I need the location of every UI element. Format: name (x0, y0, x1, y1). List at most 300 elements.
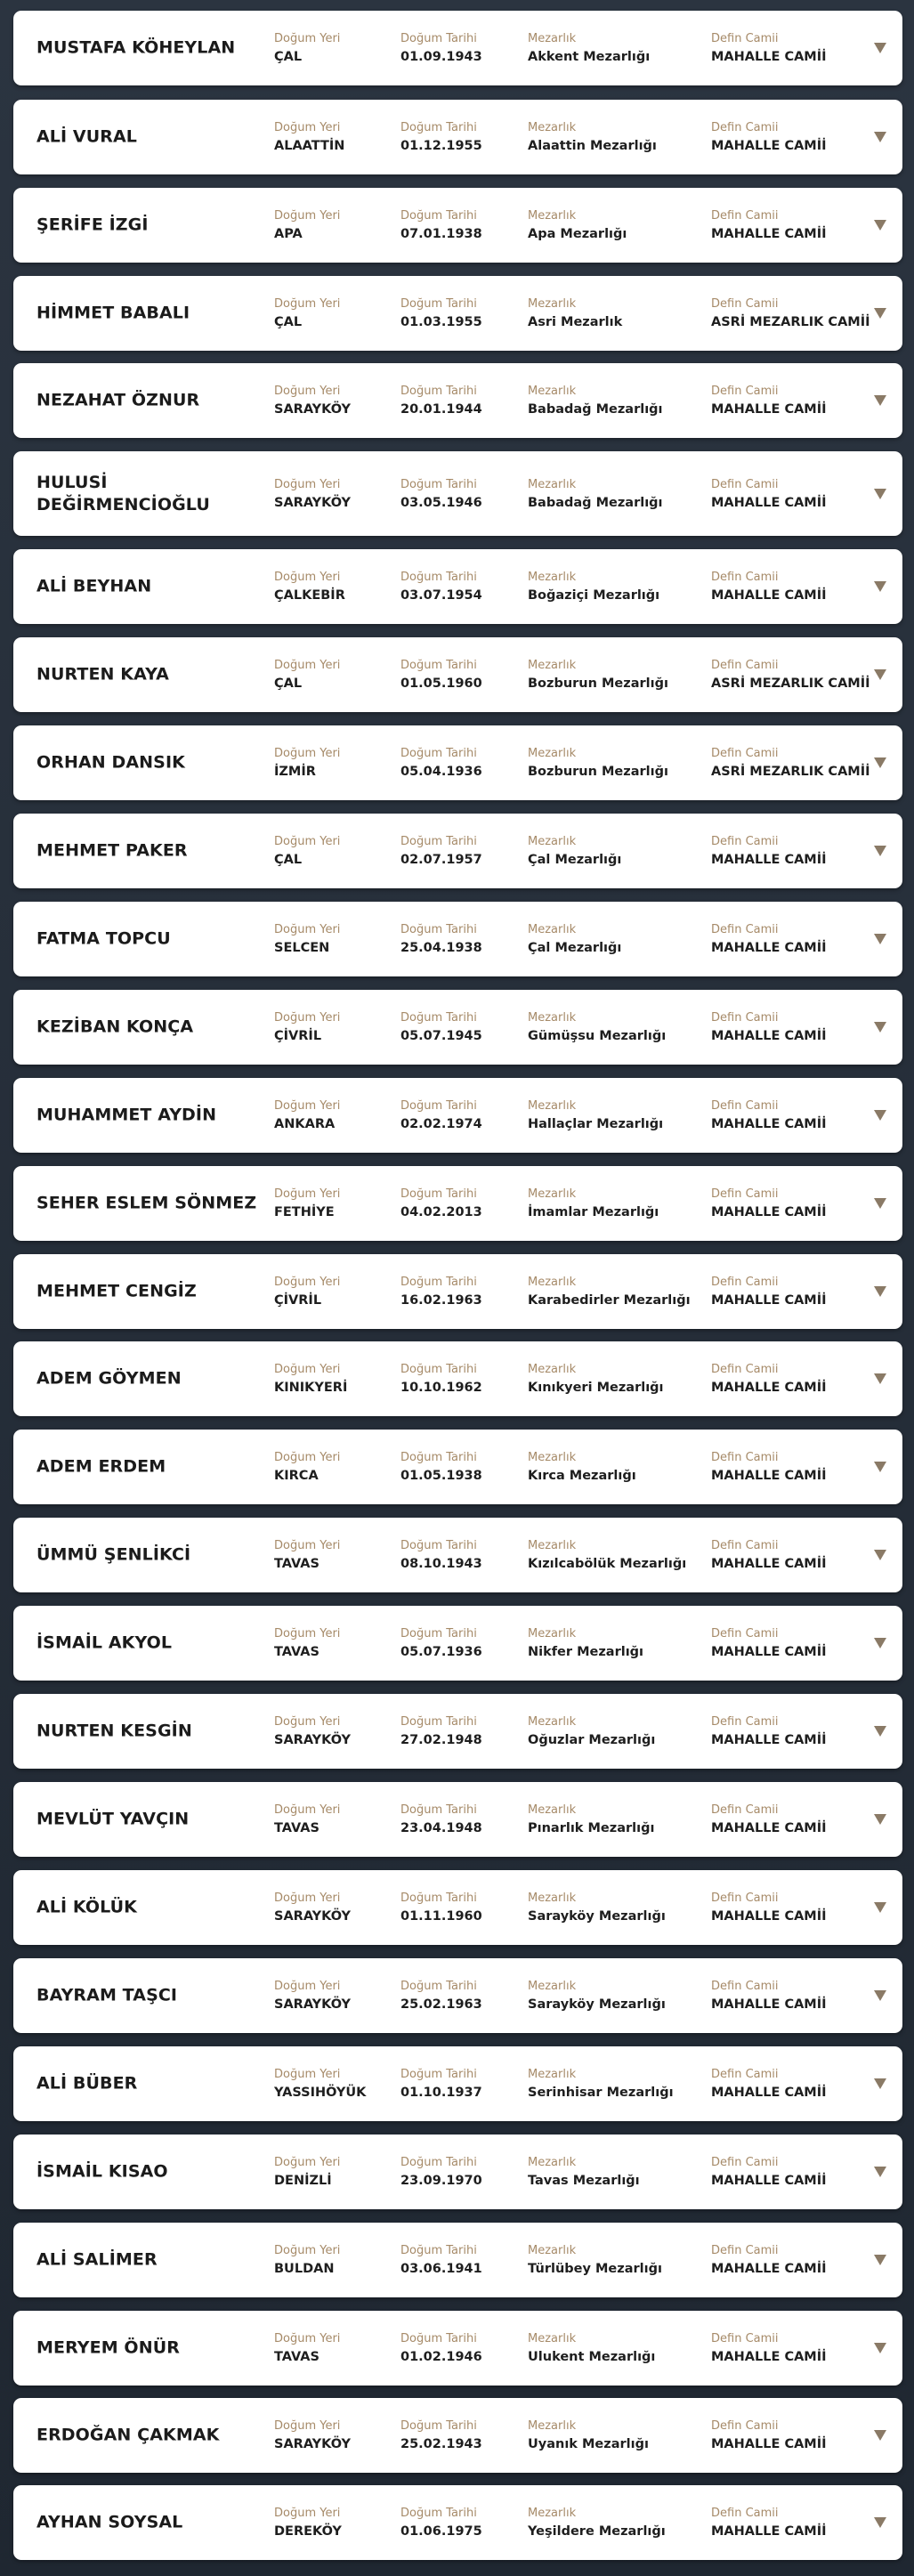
funeral-mosque-label: Defin Camii (711, 2244, 779, 2257)
record-card[interactable] (13, 1606, 902, 1681)
birth-date-label: Doğum Tarihi (400, 297, 477, 311)
birth-date-label: Doğum Tarihi (400, 1099, 477, 1113)
record-card[interactable] (13, 549, 902, 624)
chevron-down-icon[interactable] (874, 1990, 886, 2001)
birth-place-label: Doğum Yeri (274, 1276, 341, 1289)
record-card[interactable] (13, 1166, 902, 1241)
funeral-mosque-field (711, 2418, 827, 2453)
cemetery-field (528, 119, 657, 155)
birth-place-value: ÇAL (274, 50, 303, 64)
funeral-mosque-field (711, 1274, 827, 1309)
birth-date-value: 02.07.1957 (400, 853, 482, 867)
birth-date-label: Doğum Tarihi (400, 923, 477, 936)
birth-date-field (400, 2066, 482, 2102)
cemetery-field (528, 1009, 666, 1045)
birth-place-value: ANKARA (274, 1117, 336, 1131)
birth-place-label: Doğum Yeri (274, 2419, 341, 2433)
birth-date-field (400, 1978, 482, 2013)
cemetery-field (528, 2330, 655, 2366)
chevron-down-icon[interactable] (874, 2167, 886, 2177)
birth-date-label: Doğum Tarihi (400, 2244, 477, 2257)
record-card[interactable] (13, 188, 902, 263)
deceased-name: ALİ VURAL (36, 126, 137, 147)
birth-place-field (274, 921, 340, 957)
birth-place-field (274, 1009, 340, 1045)
birth-date-value: 10.10.1962 (400, 1381, 482, 1395)
birth-place-field (274, 1186, 340, 1221)
funeral-mosque-field (711, 476, 827, 512)
birth-place-value: DEREKÖY (274, 2524, 342, 2539)
birth-date-value: 03.05.1946 (400, 495, 482, 510)
birth-place-value: SARAYKÖY (274, 2437, 352, 2451)
funeral-mosque-value: MAHALLE CAMİİ (711, 2350, 827, 2364)
birth-date-label: Doğum Tarihi (400, 2332, 477, 2345)
birth-place-label: Doğum Yeri (274, 1011, 341, 1025)
birth-place-value: ÇAL (274, 853, 303, 867)
birth-place-value: TAVAS (274, 2350, 319, 2364)
record-card[interactable] (13, 1782, 902, 1857)
cemetery-value: Türlübey Mezarlığı (528, 2262, 662, 2276)
chevron-down-icon[interactable] (874, 2343, 886, 2353)
cemetery-value: Akkent Mezarlığı (528, 50, 651, 64)
cemetery-field (528, 2154, 640, 2190)
chevron-down-icon[interactable] (874, 669, 886, 680)
birth-date-field (400, 2242, 482, 2278)
cemetery-value: Kızılcabölük Mezarlığı (528, 1557, 687, 1571)
cemetery-label: Mezarlık (528, 32, 577, 45)
chevron-down-icon[interactable] (874, 2517, 886, 2528)
chevron-down-icon[interactable] (874, 1638, 886, 1648)
birth-place-field (274, 1449, 340, 1485)
birth-date-value: 02.02.1974 (400, 1117, 482, 1131)
funeral-mosque-field (711, 119, 827, 155)
record-card[interactable] (13, 2485, 902, 2560)
funeral-mosque-label: Defin Camii (711, 659, 779, 672)
funeral-mosque-field (711, 1713, 827, 1749)
record-card[interactable] (13, 11, 902, 85)
funeral-mosque-label: Defin Camii (711, 1980, 779, 1993)
chevron-down-icon[interactable] (874, 489, 886, 499)
chevron-down-icon[interactable] (874, 1902, 886, 1913)
cemetery-label: Mezarlık (528, 1276, 577, 1289)
birth-place-field (274, 119, 344, 155)
cemetery-value: Hallaçlar Mezarlığı (528, 1117, 664, 1131)
cemetery-value: Pınarlık Mezarlığı (528, 1821, 655, 1835)
birth-place-value: SARAYKÖY (274, 1997, 352, 2012)
birth-date-field (400, 119, 482, 155)
birth-place-label: Doğum Yeri (274, 1980, 341, 1993)
birth-date-field (400, 296, 482, 331)
birth-place-label: Doğum Yeri (274, 1891, 341, 1905)
birth-date-value: 27.02.1948 (400, 1733, 482, 1747)
cemetery-value: Kırca Mezarlığı (528, 1469, 636, 1483)
birth-place-label: Doğum Yeri (274, 1803, 341, 1817)
chevron-down-icon[interactable] (874, 934, 886, 944)
birth-date-label: Doğum Tarihi (400, 1539, 477, 1552)
record-card[interactable] (13, 1694, 902, 1769)
cemetery-field (528, 30, 650, 66)
birth-date-value: 20.01.1944 (400, 402, 482, 417)
birth-date-value: 01.11.1960 (400, 1909, 482, 1924)
cemetery-field (528, 1274, 691, 1309)
cemetery-label: Mezarlık (528, 209, 577, 223)
chevron-down-icon[interactable] (874, 395, 886, 406)
birth-place-value: İZMİR (274, 765, 316, 779)
record-card[interactable] (13, 2046, 902, 2121)
funeral-mosque-field (711, 833, 827, 869)
birth-date-value: 16.02.1963 (400, 1293, 482, 1308)
cemetery-label: Mezarlık (528, 297, 577, 311)
birth-place-label: Doğum Yeri (274, 297, 341, 311)
funeral-mosque-value: MAHALLE CAMİİ (711, 1821, 827, 1835)
birth-date-label: Doğum Tarihi (400, 121, 477, 134)
birth-place-label: Doğum Yeri (274, 209, 341, 223)
deceased-name: ALİ BEYHAN (36, 576, 152, 596)
chevron-down-icon[interactable] (874, 581, 886, 592)
birth-place-field (274, 2242, 340, 2278)
deceased-name: NURTEN KAYA (36, 664, 169, 685)
record-card[interactable] (13, 2311, 902, 2386)
birth-place-label: Doğum Yeri (274, 1539, 341, 1552)
cemetery-value: Serinhisar Mezarlığı (528, 2086, 674, 2100)
birth-place-value: APA (274, 227, 303, 241)
funeral-mosque-label: Defin Camii (711, 385, 779, 398)
cemetery-label: Mezarlık (528, 747, 577, 760)
funeral-mosque-field (711, 1361, 827, 1397)
cemetery-value: Ulukent Mezarlığı (528, 2350, 656, 2364)
birth-date-label: Doğum Tarihi (400, 477, 477, 491)
chevron-down-icon[interactable] (874, 1550, 886, 1560)
deceased-name: ŞERİFE İZGİ (36, 215, 149, 235)
cemetery-label: Mezarlık (528, 1715, 577, 1729)
chevron-down-icon[interactable] (874, 1814, 886, 1825)
birth-place-field (274, 2066, 366, 2102)
cemetery-value: Tavas Mezarlığı (528, 2174, 640, 2188)
birth-date-value: 04.02.2013 (400, 1205, 482, 1219)
cemetery-value: Kınıkyeri Mezarlığı (528, 1381, 664, 1395)
funeral-mosque-field (711, 1098, 827, 1133)
birth-date-value: 07.01.1938 (400, 227, 482, 241)
cemetery-label: Mezarlık (528, 2156, 577, 2169)
birth-date-value: 01.06.1975 (400, 2524, 482, 2539)
birth-place-label: Doğum Yeri (274, 1715, 341, 1729)
record-card[interactable] (13, 100, 902, 174)
cemetery-field (528, 2066, 674, 2102)
chevron-down-icon[interactable] (874, 1198, 886, 1209)
birth-date-value: 05.07.1945 (400, 1029, 482, 1043)
funeral-mosque-label: Defin Camii (711, 1715, 779, 1729)
record-card[interactable] (13, 1518, 902, 1592)
chevron-down-icon[interactable] (874, 2078, 886, 2089)
birth-date-label: Doğum Tarihi (400, 571, 477, 584)
birth-date-field (400, 207, 482, 243)
birth-date-field (400, 383, 482, 418)
cemetery-label: Mezarlık (528, 2332, 577, 2345)
cemetery-label: Mezarlık (528, 1627, 577, 1640)
cemetery-field (528, 657, 668, 693)
cemetery-label: Mezarlık (528, 385, 577, 398)
funeral-mosque-value: MAHALLE CAMİİ (711, 2524, 827, 2539)
funeral-mosque-value: ASRİ MEZARLIK CAMİİ (711, 676, 870, 691)
record-card[interactable] (13, 2398, 902, 2473)
birth-place-field (274, 1802, 340, 1837)
funeral-mosque-label: Defin Camii (711, 121, 779, 134)
birth-place-label: Doğum Yeri (274, 835, 341, 848)
birth-place-field (274, 2505, 342, 2540)
funeral-mosque-value: ASRİ MEZARLIK CAMİİ (711, 765, 870, 779)
funeral-mosque-value: MAHALLE CAMİİ (711, 941, 827, 955)
cemetery-value: Asri Mezarlık (528, 315, 623, 329)
birth-place-field (274, 1537, 340, 1573)
funeral-mosque-label: Defin Camii (711, 1803, 779, 1817)
record-card[interactable] (13, 1341, 902, 1416)
cemetery-field (528, 1098, 663, 1133)
cemetery-field (528, 569, 659, 604)
funeral-mosque-label: Defin Camii (711, 2156, 779, 2169)
birth-place-value: KIRCA (274, 1469, 319, 1483)
birth-place-label: Doğum Yeri (274, 1187, 341, 1201)
funeral-mosque-value: MAHALLE CAMİİ (711, 227, 827, 241)
birth-date-value: 01.02.1946 (400, 2350, 482, 2364)
record-card[interactable] (13, 725, 902, 800)
birth-date-label: Doğum Tarihi (400, 747, 477, 760)
cemetery-field (528, 745, 668, 781)
birth-date-field (400, 1625, 482, 1661)
chevron-down-icon[interactable] (874, 308, 886, 319)
cemetery-value: Boğaziçi Mezarlığı (528, 588, 660, 603)
deceased-name: NEZAHAT ÖZNUR (36, 390, 200, 410)
birth-place-value: TAVAS (274, 1557, 319, 1571)
birth-date-field (400, 745, 482, 781)
cemetery-value: Bozburun Mezarlığı (528, 765, 668, 779)
chevron-down-icon[interactable] (874, 2255, 886, 2265)
funeral-mosque-value: MAHALLE CAMİİ (711, 2262, 827, 2276)
cemetery-label: Mezarlık (528, 1980, 577, 1993)
funeral-mosque-label: Defin Camii (711, 477, 779, 491)
birth-place-value: BULDAN (274, 2262, 335, 2276)
birth-place-label: Doğum Yeri (274, 2244, 341, 2257)
birth-date-label: Doğum Tarihi (400, 1276, 477, 1289)
record-card[interactable] (13, 814, 902, 888)
cemetery-value: Babadağ Mezarlığı (528, 402, 663, 417)
funeral-mosque-label: Defin Camii (711, 2419, 779, 2433)
cemetery-label: Mezarlık (528, 2507, 577, 2520)
funeral-mosque-field (711, 1625, 827, 1661)
deceased-name: İSMAİL AKYOL (36, 1632, 173, 1653)
cemetery-value: Karabedirler Mezarlığı (528, 1293, 691, 1308)
funeral-mosque-field (711, 2154, 827, 2190)
cemetery-label: Mezarlık (528, 1539, 577, 1552)
birth-place-field (274, 296, 340, 331)
birth-place-value: FETHİYE (274, 1205, 335, 1219)
birth-date-field (400, 1537, 482, 1573)
birth-place-label: Doğum Yeri (274, 1363, 341, 1376)
chevron-down-icon[interactable] (874, 1110, 886, 1121)
record-card[interactable] (13, 1430, 902, 1504)
funeral-mosque-value: MAHALLE CAMİİ (711, 853, 827, 867)
funeral-mosque-field (711, 296, 870, 331)
birth-date-field (400, 921, 482, 957)
record-card[interactable] (13, 363, 902, 438)
chevron-down-icon[interactable] (874, 757, 886, 768)
birth-place-label: Doğum Yeri (274, 1099, 341, 1113)
birth-date-field (400, 30, 482, 66)
birth-date-label: Doğum Tarihi (400, 1891, 477, 1905)
birth-place-field (274, 657, 340, 693)
cemetery-value: Bozburun Mezarlığı (528, 676, 668, 691)
funeral-mosque-label: Defin Camii (711, 1451, 779, 1464)
cemetery-value: Sarayköy Mezarlığı (528, 1909, 666, 1924)
birth-date-label: Doğum Tarihi (400, 835, 477, 848)
deceased-name: FATMA TOPCU (36, 928, 171, 949)
birth-date-field (400, 2330, 482, 2366)
funeral-mosque-value: MAHALLE CAMİİ (711, 402, 827, 417)
cemetery-label: Mezarlık (528, 1099, 577, 1113)
birth-place-value: ÇALKEBİR (274, 588, 345, 603)
birth-place-value: ÇAL (274, 676, 303, 691)
deceased-name: SEHER ESLEM SÖNMEZ (36, 1193, 257, 1213)
record-card[interactable] (13, 2223, 902, 2297)
deceased-name: HULUSİ DEĞİRMENCİOĞLU (36, 472, 210, 514)
birth-date-value: 01.12.1955 (400, 139, 482, 153)
chevron-down-icon[interactable] (874, 132, 886, 142)
record-card[interactable] (13, 1254, 902, 1329)
birth-place-field (274, 383, 351, 418)
birth-place-field (274, 1361, 347, 1397)
cemetery-field (528, 207, 627, 243)
chevron-down-icon[interactable] (874, 220, 886, 231)
deceased-name: MEVLÜT YAVÇIN (36, 1809, 190, 1829)
chevron-down-icon[interactable] (874, 1022, 886, 1033)
birth-place-field (274, 1625, 340, 1661)
birth-place-value: YASSIHÖYÜK (274, 2086, 367, 2100)
birth-date-field (400, 2154, 482, 2190)
cemetery-label: Mezarlık (528, 835, 577, 848)
cemetery-field (528, 1978, 666, 2013)
birth-date-label: Doğum Tarihi (400, 1803, 477, 1817)
funeral-mosque-label: Defin Camii (711, 1627, 779, 1640)
birth-date-value: 01.05.1960 (400, 676, 482, 691)
record-card[interactable] (13, 2135, 902, 2209)
birth-date-label: Doğum Tarihi (400, 1363, 477, 1376)
deceased-name: MUHAMMET AYDİN (36, 1105, 217, 1125)
chevron-down-icon[interactable] (874, 43, 886, 53)
funeral-mosque-field (711, 1537, 827, 1573)
funeral-mosque-field (711, 2505, 827, 2540)
birth-place-label: Doğum Yeri (274, 385, 341, 398)
birth-place-value: SARAYKÖY (274, 1909, 352, 1924)
birth-date-label: Doğum Tarihi (400, 32, 477, 45)
chevron-down-icon[interactable] (874, 846, 886, 856)
birth-date-field (400, 1890, 482, 1925)
birth-date-value: 01.10.1937 (400, 2086, 482, 2100)
funeral-mosque-value: ASRİ MEZARLIK CAMİİ (711, 315, 870, 329)
record-card[interactable] (13, 276, 902, 351)
funeral-mosque-label: Defin Camii (711, 1276, 779, 1289)
deceased-name: ÜMMÜ ŞENLİKCİ (36, 1544, 191, 1565)
cemetery-field (528, 1186, 659, 1221)
chevron-down-icon[interactable] (874, 1373, 886, 1384)
cemetery-value: Alaattin Mezarlığı (528, 139, 657, 153)
funeral-mosque-label: Defin Camii (711, 2332, 779, 2345)
birth-date-field (400, 2418, 482, 2453)
funeral-mosque-value: MAHALLE CAMİİ (711, 1909, 827, 1924)
birth-date-field (400, 1186, 482, 1221)
cemetery-field (528, 296, 622, 331)
birth-place-label: Doğum Yeri (274, 477, 341, 491)
birth-date-value: 01.05.1938 (400, 1469, 482, 1483)
cemetery-label: Mezarlık (528, 1803, 577, 1817)
funeral-mosque-field (711, 207, 827, 243)
funeral-mosque-field (711, 1978, 827, 2013)
deceased-name: ADEM ERDEM (36, 1456, 166, 1477)
birth-date-label: Doğum Tarihi (400, 1011, 477, 1025)
birth-place-value: ÇAL (274, 315, 303, 329)
funeral-mosque-value: MAHALLE CAMİİ (711, 1117, 827, 1131)
birth-date-value: 01.09.1943 (400, 50, 482, 64)
birth-date-label: Doğum Tarihi (400, 2068, 477, 2081)
birth-place-label: Doğum Yeri (274, 659, 341, 672)
deceased-name: ALİ KÖLÜK (36, 1897, 137, 1917)
birth-date-label: Doğum Tarihi (400, 209, 477, 223)
chevron-down-icon[interactable] (874, 1286, 886, 1297)
funeral-mosque-value: MAHALLE CAMİİ (711, 1205, 827, 1219)
record-card[interactable] (13, 637, 902, 712)
funeral-mosque-label: Defin Camii (711, 2507, 779, 2520)
chevron-down-icon[interactable] (874, 1462, 886, 1472)
record-card[interactable] (13, 1870, 902, 1945)
chevron-down-icon[interactable] (874, 2430, 886, 2441)
birth-place-field (274, 1890, 351, 1925)
record-card[interactable] (13, 451, 902, 536)
record-card[interactable] (13, 990, 902, 1065)
cemetery-label: Mezarlık (528, 2244, 577, 2257)
birth-date-field (400, 2505, 482, 2540)
record-card[interactable] (13, 902, 902, 976)
deceased-name: ORHAN DANSIK (36, 752, 185, 773)
birth-place-field (274, 2154, 340, 2190)
birth-place-label: Doğum Yeri (274, 1627, 341, 1640)
cemetery-field (528, 1625, 643, 1661)
cemetery-label: Mezarlık (528, 1363, 577, 1376)
birth-place-field (274, 1274, 340, 1309)
funeral-mosque-value: MAHALLE CAMİİ (711, 1557, 827, 1571)
birth-date-value: 25.02.1963 (400, 1997, 482, 2012)
birth-date-label: Doğum Tarihi (400, 1980, 477, 1993)
birth-place-field (274, 30, 340, 66)
record-card[interactable] (13, 1958, 902, 2033)
birth-date-value: 01.03.1955 (400, 315, 482, 329)
cemetery-value: İmamlar Mezarlığı (528, 1205, 659, 1219)
record-card[interactable] (13, 1078, 902, 1153)
cemetery-value: Babadağ Mezarlığı (528, 495, 663, 510)
birth-place-label: Doğum Yeri (274, 1451, 341, 1464)
birth-date-value: 23.04.1948 (400, 1821, 482, 1835)
birth-date-value: 23.09.1970 (400, 2174, 482, 2188)
cemetery-label: Mezarlık (528, 1891, 577, 1905)
cemetery-field (528, 1361, 664, 1397)
cemetery-value: Nikfer Mezarlığı (528, 1645, 644, 1659)
funeral-mosque-value: MAHALLE CAMİİ (711, 1293, 827, 1308)
chevron-down-icon[interactable] (874, 1726, 886, 1737)
cemetery-field (528, 476, 663, 512)
birth-date-label: Doğum Tarihi (400, 1187, 477, 1201)
birth-place-value: ALAATTİN (274, 139, 345, 153)
birth-date-field (400, 569, 482, 604)
funeral-mosque-label: Defin Camii (711, 835, 779, 848)
cemetery-field (528, 2505, 666, 2540)
birth-place-value: TAVAS (274, 1821, 319, 1835)
